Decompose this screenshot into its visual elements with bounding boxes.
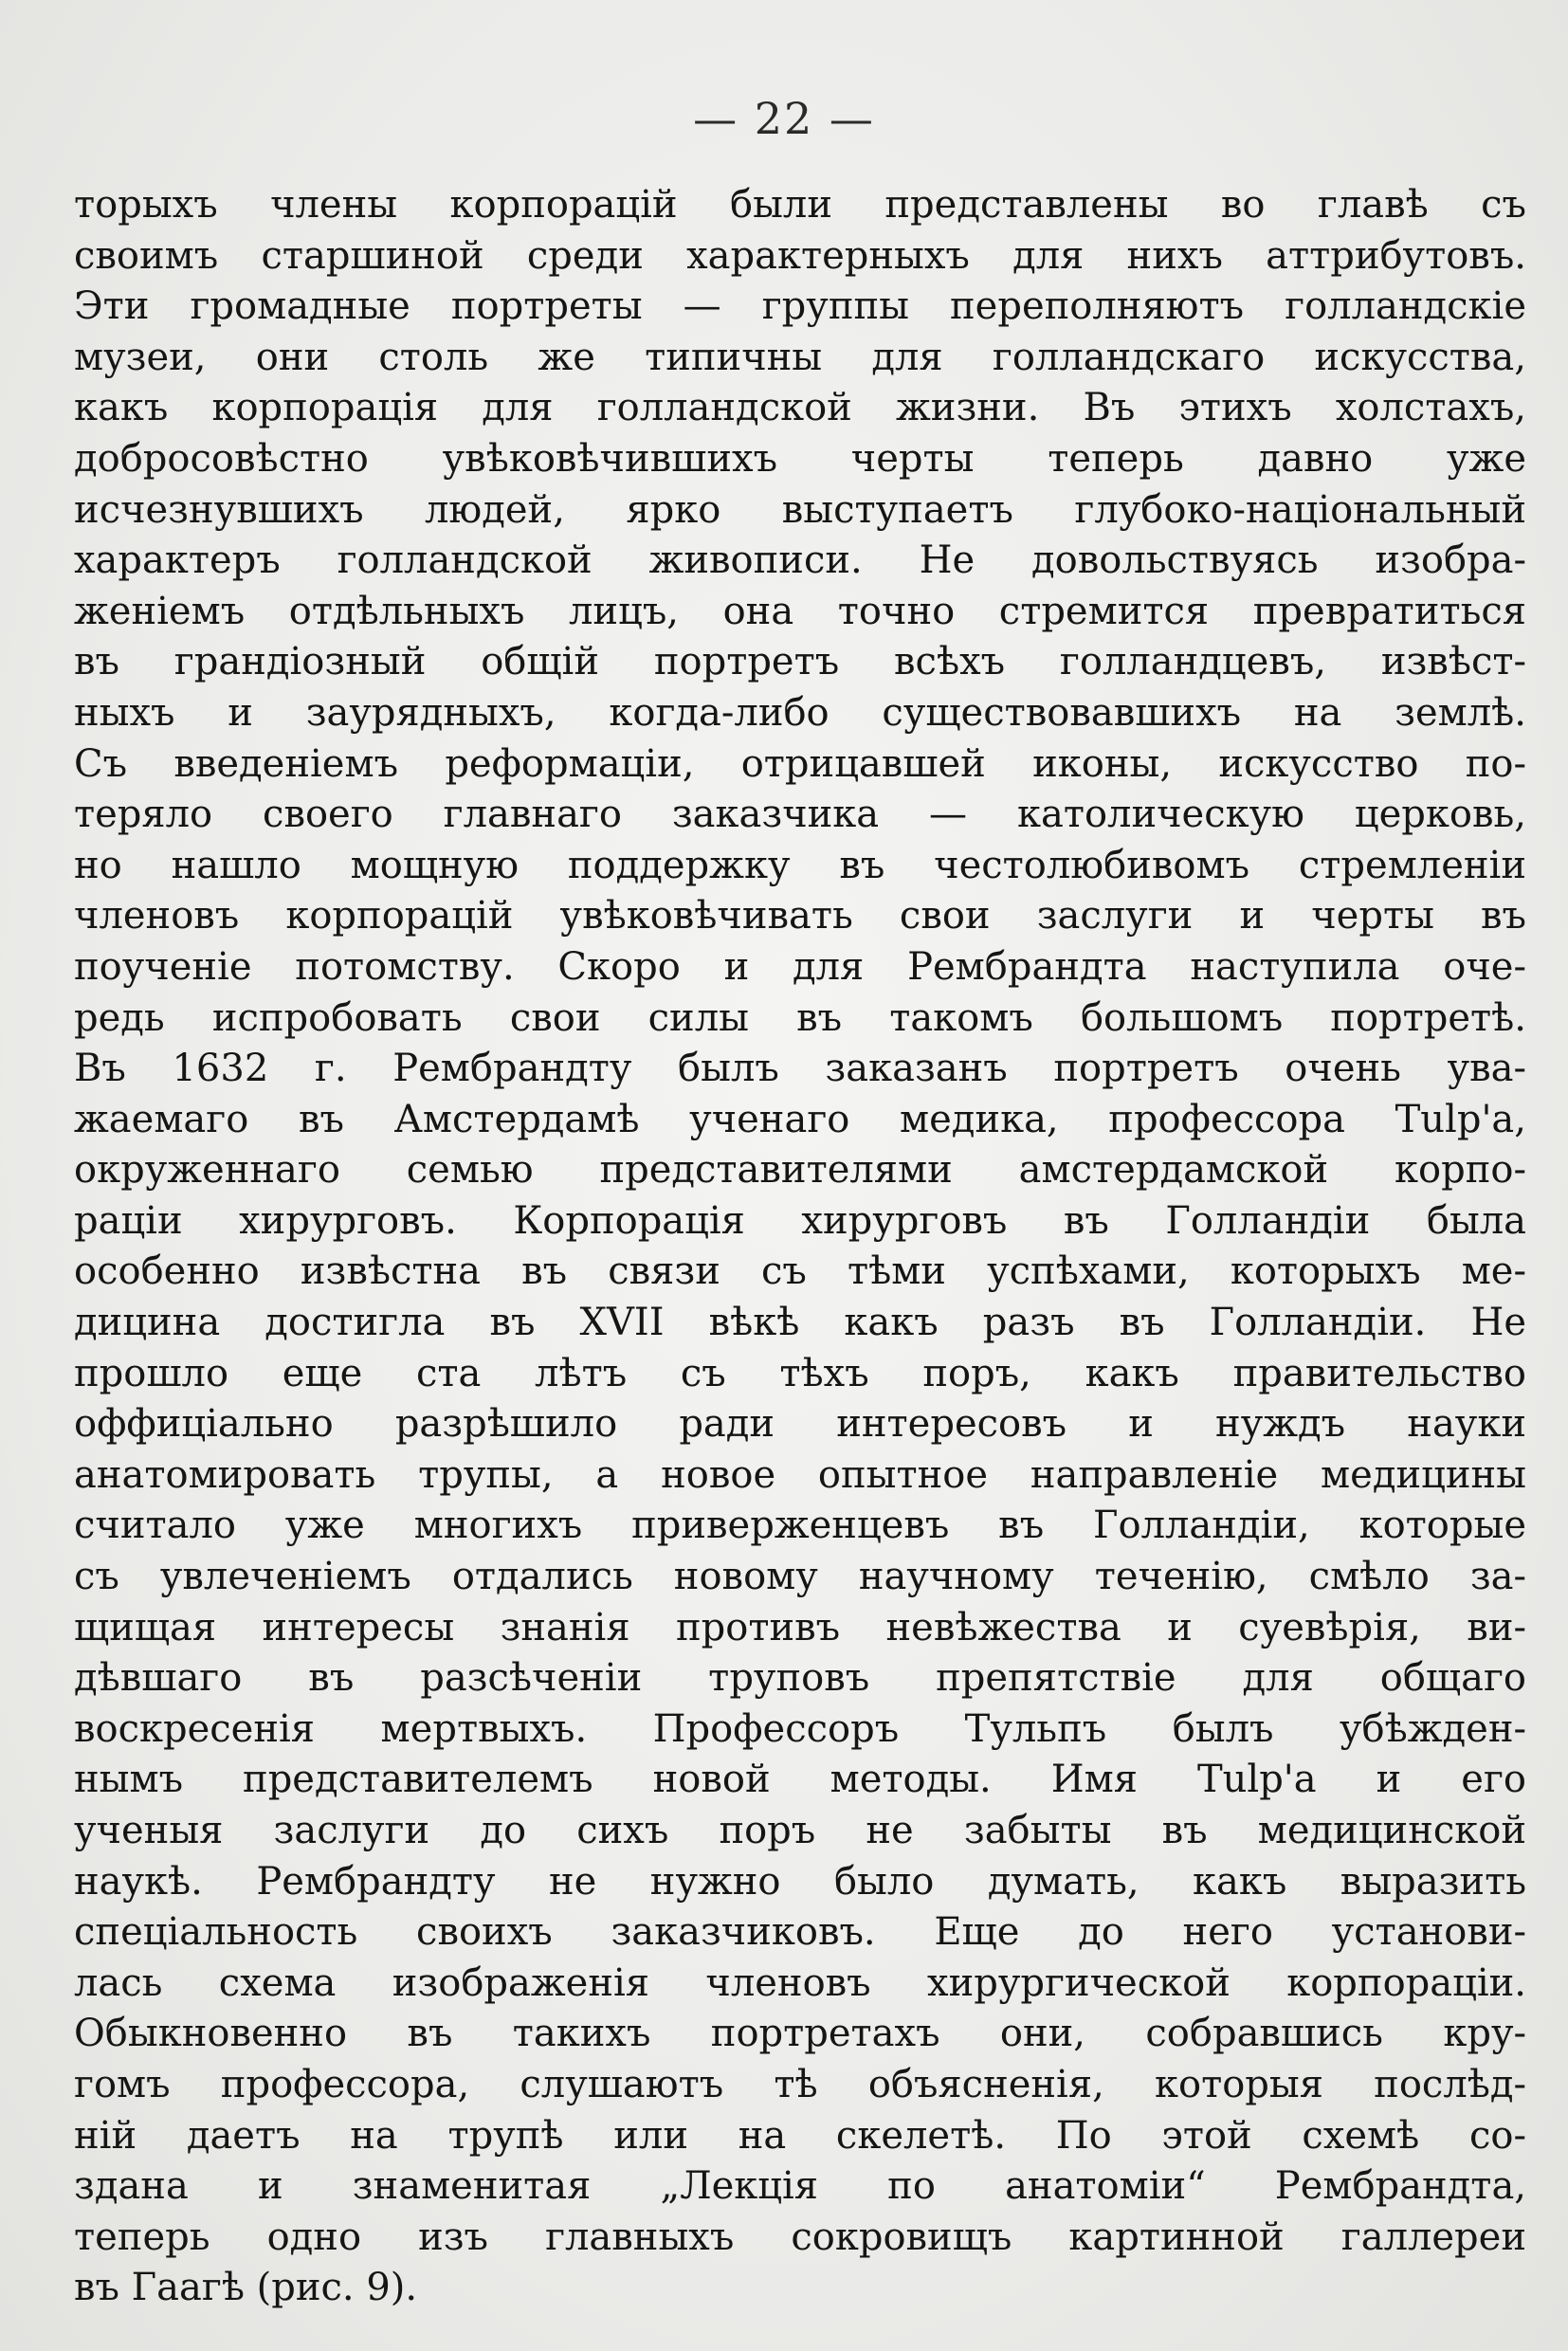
text-line: наукѣ. Рембрандту не нужно было думать, какъ выразить: [74, 1859, 1526, 1904]
text-line: Обыкновенно въ такихъ портретахъ они, собравшись кру-: [74, 2012, 1526, 2056]
page-number: — 22 —: [693, 93, 875, 144]
text-line: спеціальность своихъ заказчиковъ. Еще до него установи-: [74, 1910, 1526, 1955]
text-line-last: въ Гаагѣ (рис. 9).: [74, 2266, 418, 2310]
text-line: въ грандіозный общій портретъ всѣхъ голландцевъ, извѣст-: [74, 640, 1526, 684]
text-line: окруженнаго семью представителями амстердамской корпо-: [74, 1148, 1526, 1193]
text-line: музеи, они столь же типичны для голландскаго искусства,: [74, 335, 1526, 379]
text-line: Эти громадные портреты — группы переполняютъ голландскіе: [74, 284, 1526, 329]
text-line: считало уже многихъ приверженцевъ въ Голландіи, которые: [74, 1504, 1526, 1548]
text-line: ній даетъ на трупѣ или на скелетѣ. По этой схемѣ со-: [74, 2113, 1526, 2158]
text-line: нымъ представителемъ новой методы. Имя Tulp'а и его: [74, 1758, 1526, 1802]
text-line: членовъ корпорацій увѣковѣчивать свои заслуги и черты въ: [74, 894, 1526, 939]
text-line: съ увлеченіемъ отдались новому научному теченію, смѣло за-: [74, 1555, 1526, 1599]
text-line: дицина достигла въ XVII вѣкѣ какъ разъ въ Голландіи. Не: [74, 1301, 1526, 1345]
text-line: ныхъ и заурядныхъ, когда-либо существовавшихъ на землѣ.: [74, 690, 1526, 735]
text-line: анатомировать трупы, а новое опытное направленіе медицины: [74, 1452, 1526, 1497]
text-line: поученіе потомству. Скоро и для Рембрандта наступила оче-: [74, 944, 1526, 989]
text-line: воскресенія мертвыхъ. Профессоръ Тульпъ былъ убѣжден-: [74, 1706, 1526, 1751]
text-line: дѣвшаго въ разсѣченіи труповъ препятствіе для общаго: [74, 1656, 1526, 1701]
text-line: Съ введеніемъ реформаціи, отрицавшей иконы, искусство по-: [74, 741, 1526, 786]
text-line: раціи хирурговъ. Корпорація хирурговъ въ Голландіи была: [74, 1198, 1526, 1243]
text-line: оффиціально разрѣшило ради интересовъ и нуждъ науки: [74, 1402, 1526, 1447]
text-line: какъ корпорація для голландской жизни. Въ этихъ холстахъ,: [74, 386, 1526, 430]
text-line: лась схема изображенія членовъ хирургической корпораціи.: [74, 1960, 1526, 2005]
text-line: своимъ старшиной среди характерныхъ для нихъ аттрибутовъ.: [74, 233, 1526, 278]
text-line: исчезнувшихъ людей, ярко выступаетъ глубоко-національный: [74, 487, 1526, 532]
text-line: женіемъ отдѣльныхъ лицъ, она точно стремится превратиться: [74, 589, 1526, 633]
text-line: характеръ голландской живописи. Не довольствуясь изобра-: [74, 538, 1526, 583]
text-line: торыхъ члены корпорацій были представлены во главѣ съ: [74, 183, 1526, 227]
text-line: Въ 1632 г. Рембрандту былъ заказанъ портретъ очень ува-: [74, 1047, 1526, 1091]
body-text: [74, 180, 1526, 2314]
text-line: добросовѣстно увѣковѣчившихъ черты теперь давно уже: [74, 436, 1526, 481]
text-line: теряло своего главнаго заказчика — католическую церковь,: [74, 793, 1526, 837]
text-line: здана и знаменитая „Лекція по анатоміи“ Рембрандта,: [74, 2164, 1526, 2209]
text-line: но нашло мощную поддержку въ честолюбивомъ стремленіи: [74, 843, 1526, 887]
text-line: гомъ профессора, слушаютъ тѣ объясненія, которыя послѣд-: [74, 2062, 1526, 2106]
text-line: особенно извѣстна въ связи съ тѣми успѣхами, которыхъ ме-: [74, 1249, 1526, 1294]
text-line: щищая интересы знанія противъ невѣжества и суевѣрія, ви-: [74, 1605, 1526, 1649]
text-line: ученыя заслуги до сихъ поръ не забыты въ медицинской: [74, 1809, 1526, 1852]
text-line: редь испробовать свои силы въ такомъ большомъ портретѣ.: [74, 995, 1526, 1040]
text-line: теперь одно изъ главныхъ сокровищъ картинной галлереи: [74, 2214, 1526, 2259]
text-line: прошло еще ста лѣтъ съ тѣхъ поръ, какъ правительство: [74, 1351, 1526, 1395]
text-line: жаемаго въ Амстердамѣ ученаго медика, профессора Tulp'а,: [74, 1097, 1526, 1141]
